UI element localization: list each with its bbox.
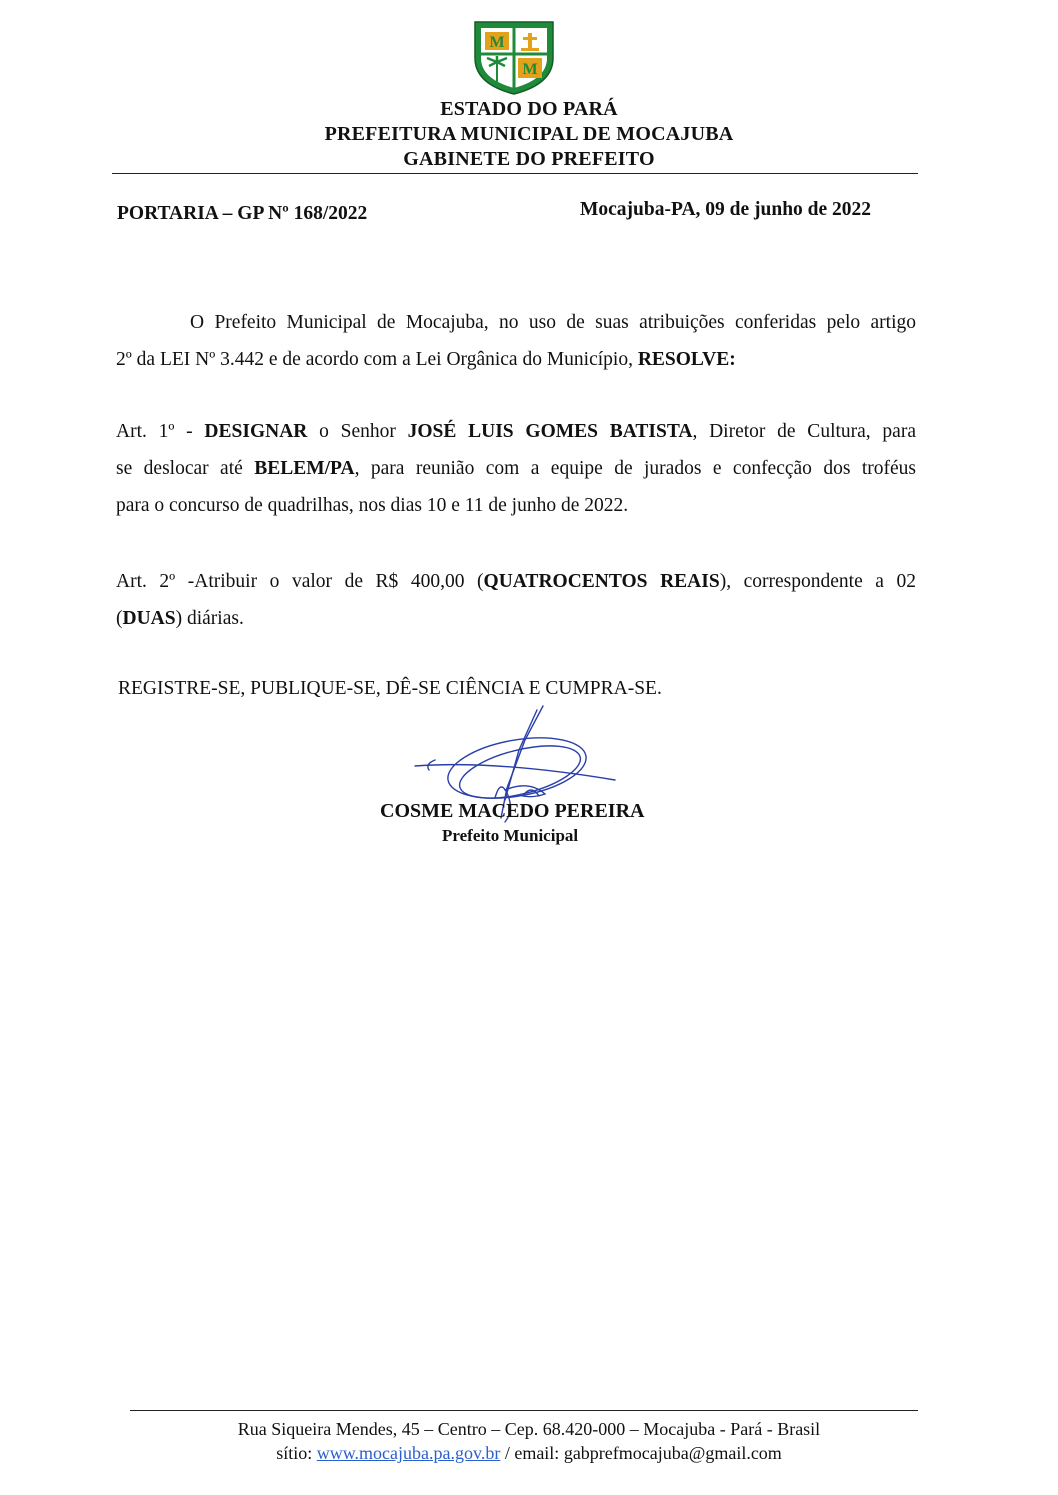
crest-letter-top: M (489, 34, 505, 51)
art2-text-2: ), correspondente a 02 (719, 571, 917, 592)
art1-prefix: Art. 1º - (116, 421, 205, 442)
art2-text-4: ) diárias. (175, 608, 244, 629)
footer-site-link[interactable]: www.mocajuba.pa.gov.br (316, 1443, 501, 1463)
intro-resolve: RESOLVE: (637, 349, 736, 370)
art1-person-name: JOSÉ LUIS GOMES BATISTA (407, 421, 693, 442)
footer-site-label: sítio: (276, 1443, 317, 1463)
crest-letter-bottom: M (522, 61, 538, 78)
art1-verb: DESIGNAR (204, 421, 308, 442)
art1-destination: BELEM/PA (254, 458, 355, 479)
header-divider (112, 173, 918, 174)
signatory-name: COSME MACEDO PEREIRA (380, 800, 645, 822)
footer-email-label: / email: (500, 1443, 564, 1463)
document-date: Mocajuba-PA, 09 de junho de 2022 (580, 199, 872, 220)
art1-text-4: , para reunião com a equipe de jurados e confecção dos troféus (354, 458, 916, 479)
header-state: ESTADO DO PARÁ (440, 98, 618, 120)
art2-amount-words: QUATROCENTOS REAIS (483, 571, 720, 592)
header-prefecture: PREFEITURA MUNICIPAL DE MOCAJUBA (324, 123, 734, 145)
municipal-crest-logo (471, 18, 557, 96)
art1-text-5: para o concurso de quadrilhas, nos dias 10 e 11 de junho de 2022. (116, 495, 629, 516)
art1-text-3: se deslocar até (116, 458, 255, 479)
portaria-number: PORTARIA – GP Nº 168/2022 (117, 203, 368, 224)
footer-email[interactable]: gabprefmocajuba@gmail.com (563, 1443, 782, 1463)
art1-text-1: o Senhor (307, 421, 408, 442)
signatory-role: Prefeito Municipal (442, 826, 579, 845)
art2-text-3: ( (116, 608, 123, 629)
intro-paragraph (116, 304, 916, 378)
footer-divider (130, 1410, 918, 1411)
header-cabinet: GABINETE DO PREFEITO (403, 148, 655, 170)
intro-line-2: 2º da LEI Nº 3.442 e de acordo com a Lei Orgânica do Município, (116, 349, 638, 370)
intro-line-1: O Prefeito Municipal de Mocajuba, no uso de suas atribuições conferidas pelo artigo (190, 312, 916, 333)
article-1 (116, 413, 916, 524)
art1-text-2: , Diretor de Cultura, para (692, 421, 916, 442)
art2-text-1: Art. 2º -Atribuir o valor de R$ 400,00 ( (116, 571, 484, 592)
art2-days-words: DUAS (122, 608, 176, 629)
closing-formula: REGISTRE-SE, PUBLIQUE-SE, DÊ-SE CIÊNCIA E CUMPRA-SE. (118, 678, 662, 699)
footer-address: Rua Siqueira Mendes, 45 – Centro – Cep. 68.420-000 – Mocajuba - Pará - Brasil (237, 1419, 821, 1439)
article-2 (116, 563, 916, 637)
footer-contacts (0, 1443, 1058, 1464)
